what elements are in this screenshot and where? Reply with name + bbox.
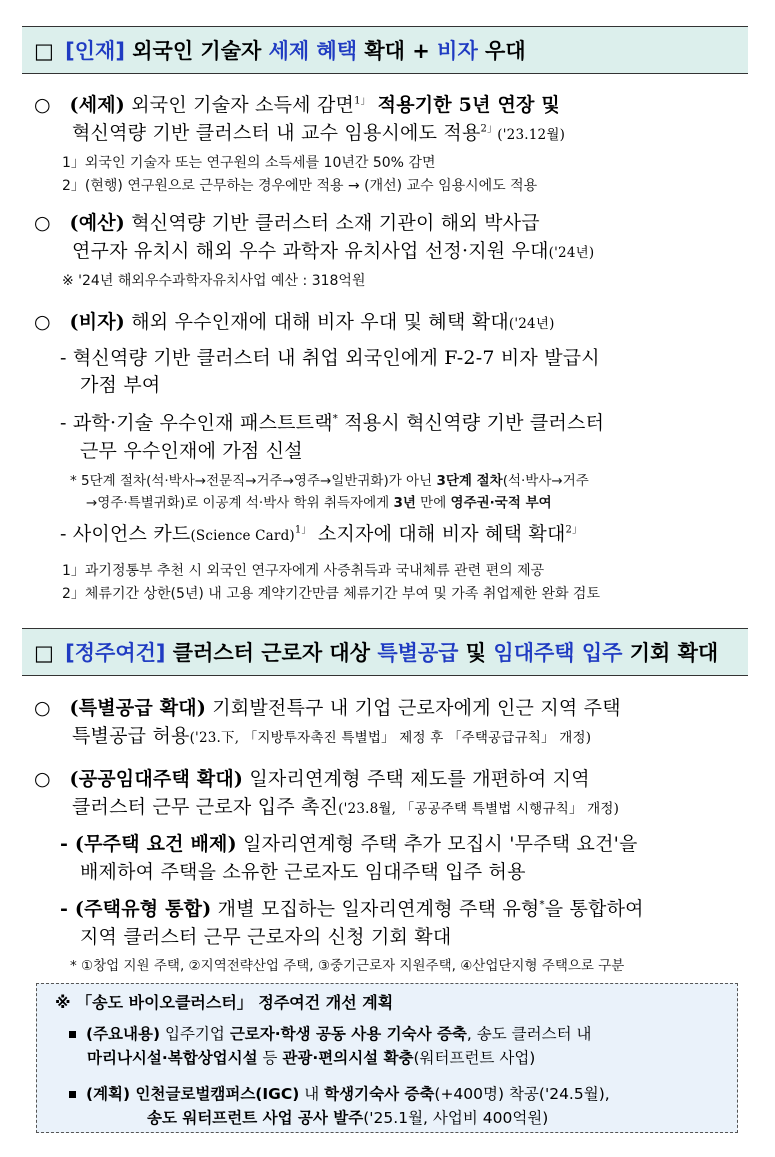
text: 영주권·국적 부여: [450, 495, 552, 511]
text: 정주여건 개선 계획: [252, 993, 394, 1012]
tax-footnote-1: 1」외국인 기술자 또는 연구원의 소득세를 10년간 50% 감면: [62, 155, 436, 171]
date: ('24년): [508, 316, 555, 332]
item-label: (비자): [69, 311, 125, 333]
callout-item-1-line-1: [69, 1022, 591, 1044]
bullet: ○: [34, 311, 51, 333]
callout-title: [55, 990, 393, 1013]
footnote-ref: *: [539, 899, 545, 911]
rental-line-1: [34, 764, 590, 791]
section-header-settlement: [22, 628, 748, 676]
text: (워터프런트 사업): [413, 1049, 536, 1067]
budget-line-1: [34, 208, 540, 235]
rental-dash-2-line-1: [60, 894, 644, 921]
date: ('23.下, 「지방투자촉진 특별법」 제정 후 「주택공급규칙」 개정): [189, 730, 592, 746]
text: 마리나시설·복합상업시설: [87, 1049, 258, 1067]
section-tag: [정주여건]: [65, 641, 166, 665]
checkbox-glyph: □: [34, 641, 54, 665]
visa-dash-2-line-2: 근무 우수인재에 가점 신설: [80, 440, 303, 462]
text: - 과학·기술 우수인재 패스트트랙: [60, 412, 333, 434]
date: ('23.8월, 「공공주택 특별법 시행규칙」 개정): [338, 801, 620, 817]
text: 혁신역량 기반 클러스터 소재 기관이 해외 박사급: [125, 212, 540, 234]
text: 적용시 혁신역량 기반 클러스터: [337, 412, 605, 434]
footnote-ref: 2」: [565, 524, 583, 536]
section-title-part: 우대: [477, 39, 526, 63]
text: ('25.1월, 사업비 400억원): [363, 1109, 549, 1127]
text: 등: [257, 1049, 283, 1067]
item-label: (세제): [69, 94, 125, 116]
item-label: (특별공급 확대): [69, 697, 207, 719]
text: 근로자·학생 공동 사용 기숙사 증축: [229, 1025, 467, 1043]
section-title-highlight: 세제 혜택: [268, 39, 358, 63]
callout-item-1-line-2: [87, 1046, 535, 1068]
text: 적용기한 5년 연장 및: [370, 94, 560, 116]
section-tag: [인재]: [65, 39, 125, 63]
rental-dash-2-line-2: 지역 클러스터 근무 근로자의 신청 기회 확대: [80, 926, 452, 948]
item-label: - (무주택 요건 배제): [60, 833, 237, 855]
text: 혁신역량 기반 클러스터 내 교수 임용시에도 적용: [72, 122, 481, 144]
text: ※ 「송도 바이오클러스터」: [55, 993, 253, 1012]
visa-dash-3: [60, 519, 582, 546]
section-title-highlight: 임대주택 입주: [493, 641, 623, 665]
text: →영주·특별귀화)로 이공계 석·박사 학위 취득자에게: [86, 495, 394, 511]
songdo-callout-box: [36, 983, 738, 1133]
text: 을 통합하여: [544, 898, 644, 920]
visa-footnote-2: 2」체류기간 상한(5년) 내 고용 계약기간만큼 체류기간 부여 및 가족 취업제한 완화 검토: [62, 586, 600, 602]
text: 인천글로벌캠퍼스(IGC): [130, 1085, 300, 1103]
bullet: ○: [34, 697, 51, 719]
footnote-ref: 1」: [354, 95, 371, 107]
text: 일자리연계형 주택 추가 모집시 '무주택 요건'을: [236, 833, 638, 855]
visa-line-1: [34, 307, 555, 334]
section-header-talent: [22, 26, 748, 74]
rental-dash-1-line-1: [60, 829, 638, 856]
section-title-highlight: 특별공급: [377, 641, 459, 665]
tax-line-2: [72, 118, 565, 145]
text: 소지자에 대해 비자 혜택 확대: [311, 523, 566, 545]
text: 개별 모집하는 일자리연계형 주택 유형: [211, 898, 540, 920]
text: 기회발전특구 내 기업 근로자에게 인근 지역 주택: [206, 697, 621, 719]
text: 클러스터 근무 근로자 입주 촉진: [72, 796, 339, 818]
callout-item-2-line-2: [147, 1106, 548, 1128]
text: 3년: [393, 495, 416, 511]
text: 특별공급 허용: [72, 725, 190, 747]
visa-dash-1-line-2: 가점 부여: [80, 374, 161, 396]
section-title-part: 클러스터 근로자 대상: [165, 641, 378, 665]
section-title-part: 외국인 기술자: [124, 39, 269, 63]
text: 해외 우수인재에 대해 비자 우대 및 혜택 확대: [125, 311, 509, 333]
visa-dash-2-line-1: [60, 408, 604, 435]
date: ('24년): [548, 245, 595, 261]
text: 입주기업: [160, 1025, 230, 1043]
tax-footnote-2: 2」(현행) 연구원으로 근무하는 경우에만 적용 → (개선) 교수 임용시에도 적용: [62, 178, 538, 194]
text: (석·박사→거주: [502, 473, 589, 489]
date: ('23.12월): [497, 127, 566, 143]
section-title-part: 및: [458, 641, 494, 665]
text: 연구자 유치시 해외 우수 과학자 유치사업 선정·지원 우대: [72, 240, 549, 262]
supply-line-1: [34, 693, 621, 720]
footnote-ref: 1」: [294, 524, 312, 536]
bullet: ○: [34, 94, 51, 116]
text: 관광·편의시설 확충: [282, 1049, 414, 1067]
text: 3단계 절차: [436, 473, 503, 489]
text: 내: [299, 1085, 325, 1103]
square-bullet-icon: [69, 1031, 76, 1038]
rental-dash-1-line-2: 배제하여 주택을 소유한 근로자도 임대주택 입주 허용: [80, 861, 526, 883]
text: , 송도 클러스터 내: [466, 1025, 592, 1043]
supply-line-2: [72, 721, 591, 748]
bullet: ○: [34, 768, 51, 790]
text: 만에: [415, 495, 451, 511]
item-label: (공공임대주택 확대): [69, 768, 244, 790]
section-title-highlight: 비자: [437, 39, 478, 63]
item-label: (계획): [86, 1085, 131, 1103]
footnote-ref: *: [332, 413, 338, 425]
callout-item-2-line-1: [69, 1082, 610, 1104]
section-title-part: 확대 +: [357, 39, 438, 63]
visa-dash-1-line-1: - 혁신역량 기반 클러스터 내 취업 외국인에게 F-2-7 비자 발급시: [60, 347, 600, 369]
footnote-ref: 2」: [480, 123, 498, 135]
text: 학생기숙사 증축: [324, 1085, 435, 1103]
rental-star-note: * ①창업 지원 주택, ②지역전략산업 주택, ③중기근로자 지원주택, ④산업단지형 주택으로 구분: [70, 958, 625, 974]
budget-line-2: [72, 236, 594, 263]
rental-line-2: [72, 792, 619, 819]
item-label: - (주택유형 통합): [60, 898, 212, 920]
text: 일자리연계형 주택 제도를 개편하여 지역: [243, 768, 590, 790]
section-title-part: 기회 확대: [622, 641, 719, 665]
budget-note: ※ '24년 해외우수과학자유치사업 예산 : 318억원: [62, 273, 366, 289]
tax-line-1: [34, 90, 560, 117]
text: - 사이언스 카드: [60, 523, 191, 545]
bullet: ○: [34, 212, 51, 234]
visa-star-note-line-1: [70, 469, 589, 489]
visa-footnote-1: 1」과기정통부 추천 시 외국인 연구자에게 사증취득과 국내체류 관련 편의 제공: [62, 563, 545, 579]
visa-star-note-line-2: [86, 491, 552, 511]
text: 외국인 기술자 소득세 감면: [125, 94, 355, 116]
text: (Science Card): [190, 528, 295, 544]
text: 송도 워터프런트 사업 공사 발주: [147, 1109, 364, 1127]
text: * 5단계 절차(석·박사→전문직→거주→영주→일반귀화)가 아닌: [70, 473, 437, 489]
checkbox-glyph: □: [34, 39, 54, 63]
item-label: (주요내용): [86, 1025, 161, 1043]
square-bullet-icon: [69, 1091, 76, 1098]
text: (+400명) 착공('24.5월),: [434, 1085, 610, 1103]
item-label: (예산): [69, 212, 125, 234]
